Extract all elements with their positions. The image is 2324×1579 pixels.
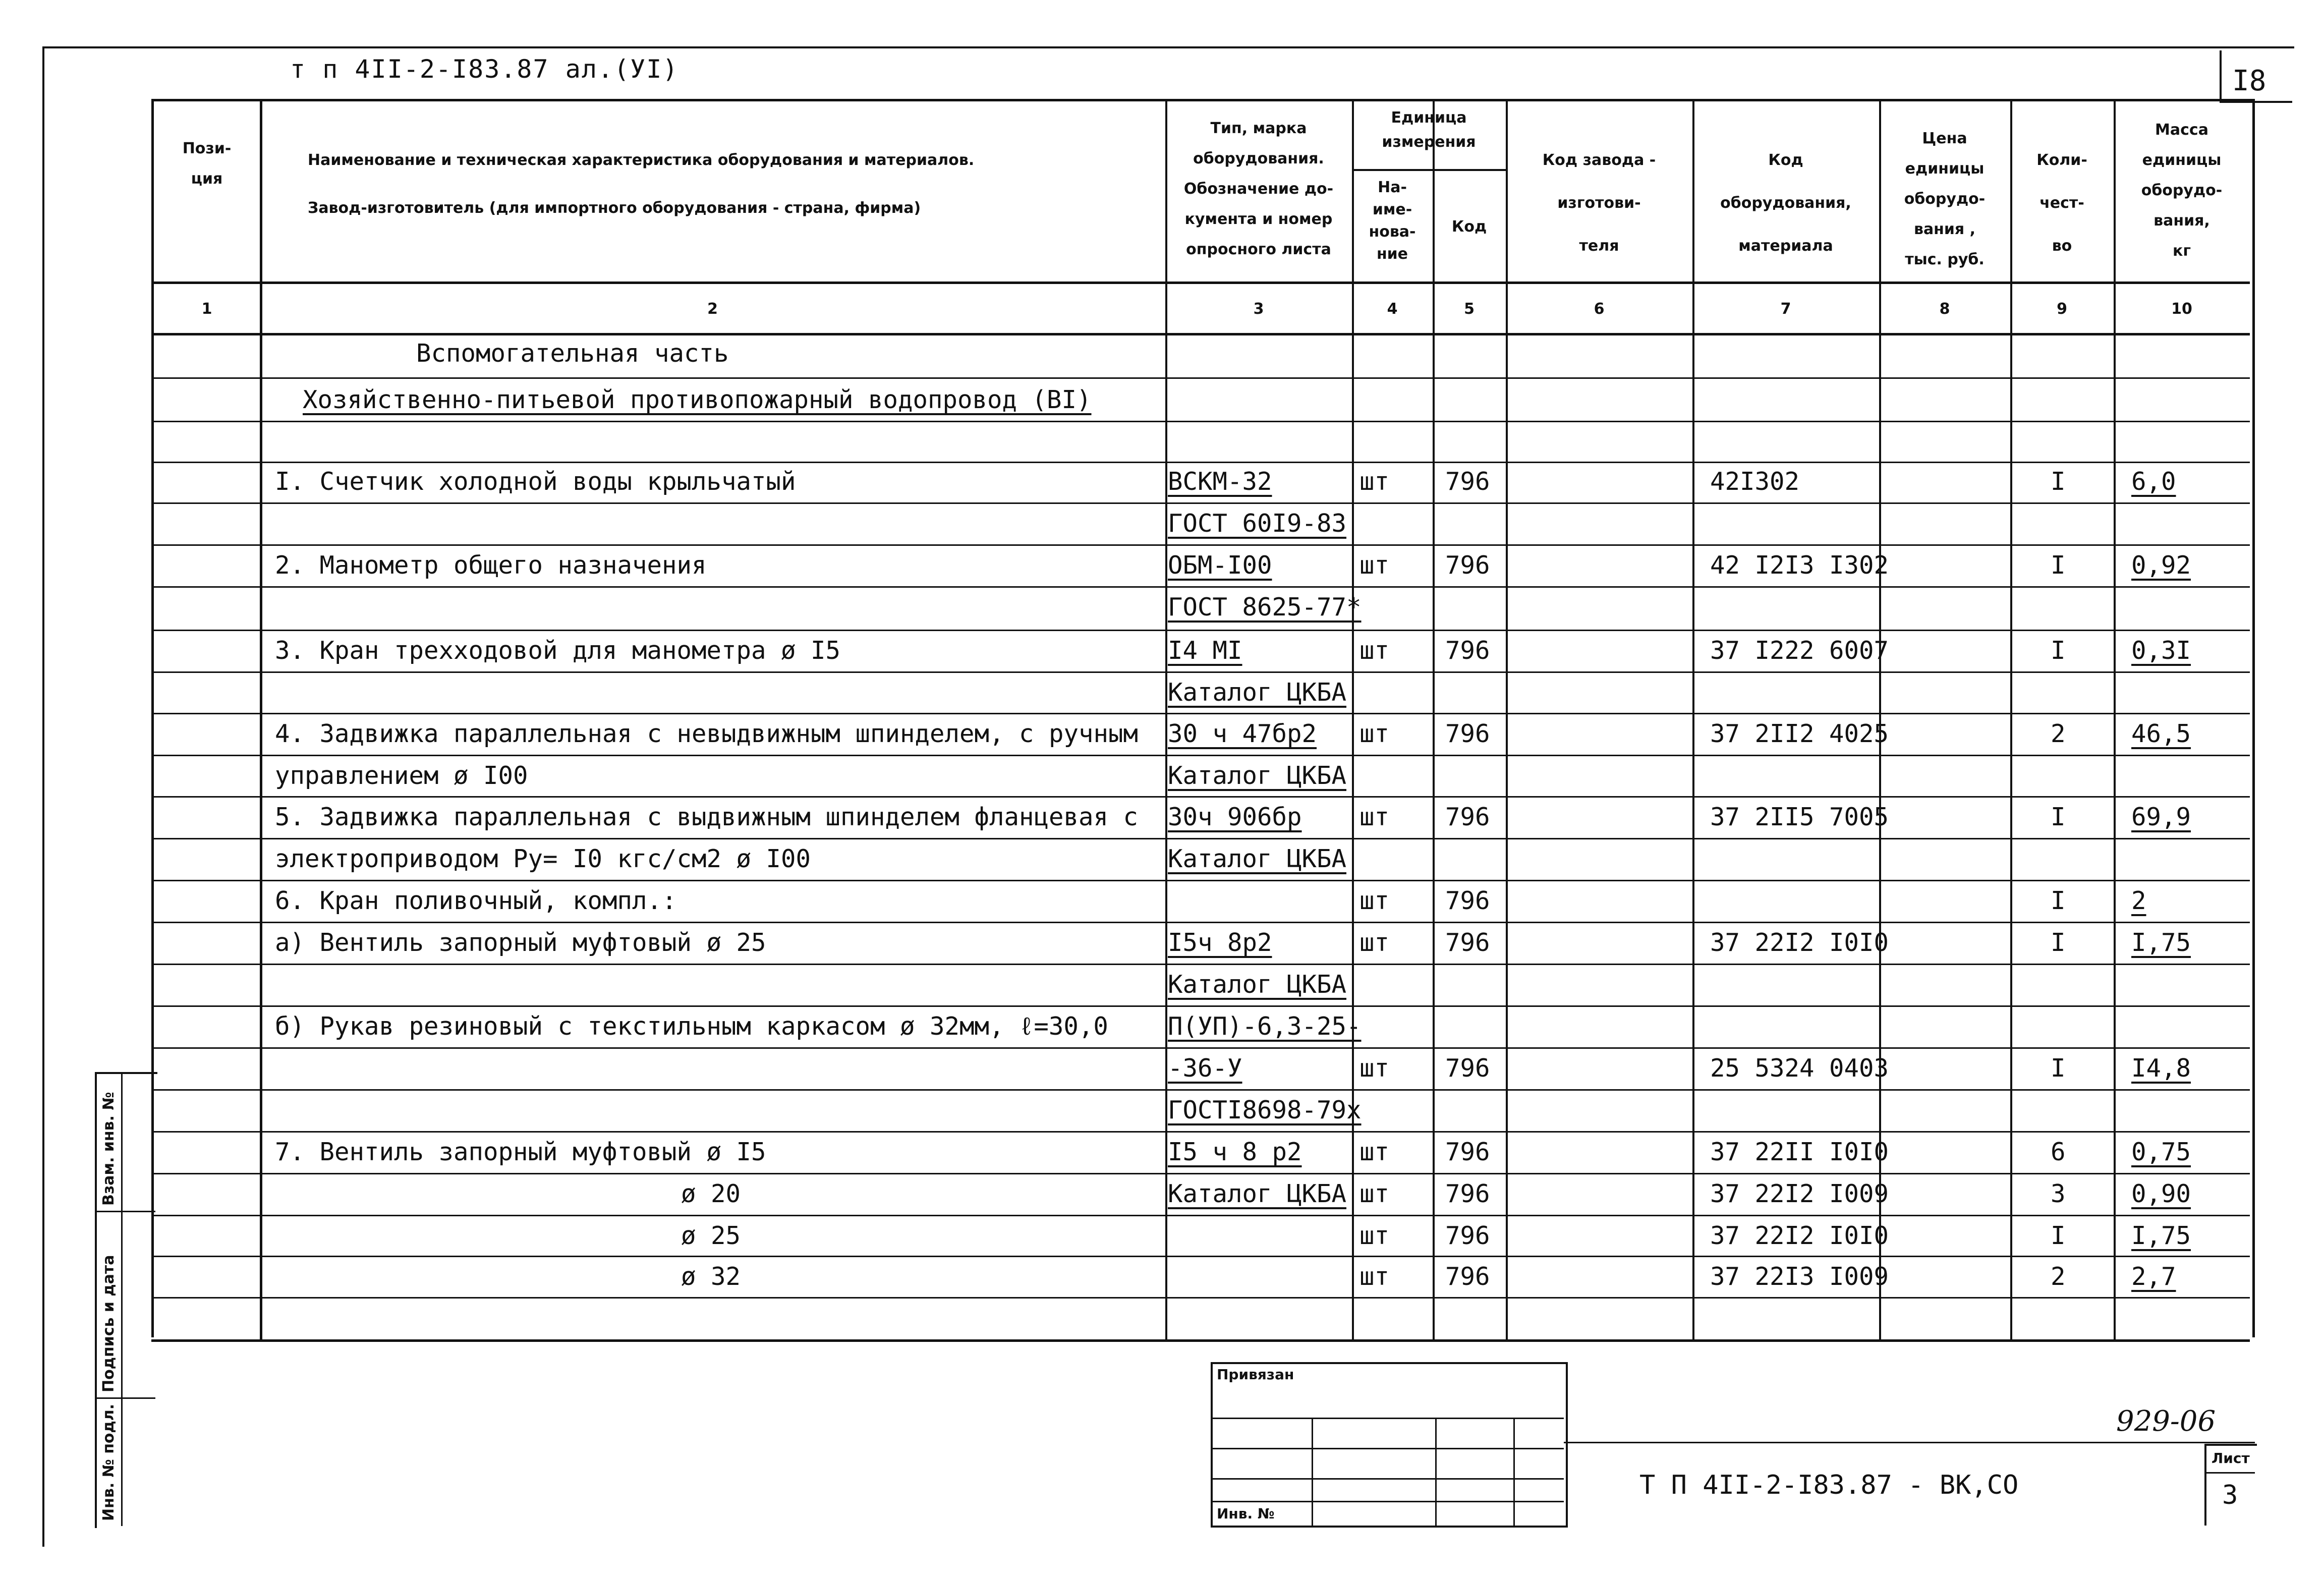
- row-divider: [151, 1173, 2250, 1174]
- row-mass: 0,3I: [2131, 636, 2191, 665]
- row-quantity: I: [2051, 551, 2066, 580]
- row-quantity: 2: [2051, 1262, 2066, 1291]
- row-mass: 2,7: [2131, 1262, 2176, 1291]
- column-number-7: 7: [1780, 300, 1791, 318]
- row-mass: 69,9: [2131, 803, 2191, 831]
- row-divider: [151, 796, 2250, 798]
- row-divider: [151, 671, 2250, 673]
- row-unit: шт: [1359, 1262, 1390, 1291]
- row-name: б) Рукав резиновый с текстильным каркасом ø 32мм, ℓ=30,0: [275, 1012, 1108, 1041]
- row-mass: 2: [2131, 886, 2146, 915]
- row-type: ОБМ-I00: [1168, 551, 1272, 580]
- row-type: 30ч 906бр: [1168, 803, 1302, 831]
- row-unit-code: 796: [1445, 636, 1490, 665]
- row-type: I5ч 8р2: [1168, 928, 1272, 957]
- row-divider: [151, 1215, 2250, 1216]
- header-name: Наименование и техническая характеристика оборудования и материалов. Завод-изготовитель (для импортного оборудования - страна, фирма): [308, 151, 975, 217]
- row-unit-code: 796: [1445, 467, 1490, 496]
- row-divider: [151, 544, 2250, 546]
- row-mass: 0,75: [2131, 1138, 2191, 1166]
- row-unit-code: 796: [1445, 551, 1490, 580]
- row-quantity: 6: [2051, 1138, 2066, 1166]
- column-number-10: 10: [2171, 300, 2192, 318]
- row-unit-code: 796: [1445, 719, 1490, 748]
- header-unit-name: На- име- нова- ние: [1369, 179, 1416, 263]
- column-divider: [2010, 99, 2012, 1339]
- row-divider: [151, 1256, 2250, 1257]
- row-type: Каталог ЦКБА: [1168, 761, 1347, 790]
- row-quantity: I: [2051, 1054, 2066, 1083]
- row-material-code: 37 2II5 7005: [1710, 803, 1889, 831]
- side-inv-orig: Инв. № подл.: [100, 1403, 118, 1521]
- header-bottom-line: [151, 281, 2250, 284]
- title-block-line: [1211, 1448, 1564, 1449]
- column-number-2: 2: [707, 300, 718, 318]
- row-type: ГОСТI8698-79x: [1168, 1096, 1362, 1124]
- row-divider: [151, 1089, 2250, 1091]
- row-unit: шт: [1359, 719, 1390, 748]
- inv-label: Инв. №: [1217, 1505, 1275, 1522]
- side-signature-date: Подпись и дата: [100, 1255, 118, 1392]
- row-mass: 0,92: [2131, 551, 2191, 580]
- row-type: Каталог ЦКБА: [1168, 844, 1347, 873]
- side-stamp-line: [95, 1397, 155, 1399]
- sheet-label: Лист: [2212, 1450, 2250, 1467]
- row-name: управлением ø I00: [275, 761, 528, 790]
- column-divider: [260, 99, 262, 1339]
- row-type: П(УП)-6,3-25-: [1168, 1012, 1362, 1041]
- row-unit: шт: [1359, 803, 1390, 831]
- row-unit-code: 796: [1445, 1179, 1490, 1208]
- row-unit-code: 796: [1445, 1221, 1490, 1250]
- title-block-line: [1211, 1501, 1564, 1502]
- row-name: ø 32: [681, 1262, 741, 1291]
- row-name: электроприводом Ру= I0 кгс/см2 ø I00: [275, 844, 811, 873]
- row-unit: шт: [1359, 636, 1390, 665]
- row-material-code: 42 I2I3 I302: [1710, 551, 1889, 580]
- row-mass: I,75: [2131, 1221, 2191, 1250]
- column-divider: [1506, 99, 1508, 1339]
- row-type: ГОСТ 8625-77*: [1168, 593, 1362, 622]
- row-unit: шт: [1359, 886, 1390, 915]
- column-numbers-line: [151, 333, 2250, 335]
- row-name: 7. Вентиль запорный муфтовый ø I5: [275, 1138, 766, 1166]
- row-quantity: I: [2051, 803, 2066, 831]
- header-factory-code: Код завода - изготови- теля: [1542, 151, 1656, 255]
- unit-group-divider: [1352, 169, 1506, 171]
- row-divider: [151, 1297, 2250, 1299]
- side-stamp-line: [121, 1072, 123, 1526]
- row-material-code: 37 22II I0I0: [1710, 1138, 1889, 1166]
- title-block-line: [1513, 1418, 1515, 1526]
- row-type: I5 ч 8 р2: [1168, 1138, 1302, 1166]
- row-divider: [151, 880, 2250, 881]
- row-quantity: 2: [2051, 719, 2066, 748]
- row-unit: шт: [1359, 1179, 1390, 1208]
- row-material-code: 37 I222 6007: [1710, 636, 1889, 665]
- row-divider: [151, 1047, 2250, 1049]
- row-type: Каталог ЦКБА: [1168, 678, 1347, 707]
- row-unit: шт: [1359, 1138, 1390, 1166]
- row-quantity: I: [2051, 886, 2066, 915]
- row-divider: [151, 1005, 2250, 1007]
- header-mass: Масса единицы оборудо- вания, кг: [2141, 121, 2223, 260]
- column-divider: [1433, 99, 1435, 1339]
- row-name: 4. Задвижка параллельная с невыдвижным шпинделем, с ручным: [275, 719, 1139, 748]
- row-unit: шт: [1359, 551, 1390, 580]
- row-type: 30 ч 47бр2: [1168, 719, 1317, 748]
- column-divider: [1165, 99, 1167, 1339]
- row-name: 5. Задвижка параллельная с выдвижным шпинделем фланцевая с: [275, 803, 1139, 831]
- row-material-code: 37 22I2 I009: [1710, 1179, 1889, 1208]
- row-mass: I,75: [2131, 928, 2191, 957]
- linked-label: Привязан: [1217, 1366, 1294, 1383]
- row-unit: шт: [1359, 928, 1390, 957]
- row-divider: [151, 1131, 2250, 1133]
- row-divider: [151, 922, 2250, 923]
- row-mass: 0,90: [2131, 1179, 2191, 1208]
- table-bottom-line: [151, 1339, 2250, 1342]
- header-material-code: Код оборудования, материала: [1720, 151, 1851, 255]
- row-unit: шт: [1359, 1054, 1390, 1083]
- row-mass: 6,0: [2131, 467, 2176, 496]
- row-divider: [151, 964, 2250, 965]
- column-number-1: 1: [201, 300, 212, 318]
- row-type: Каталог ЦКБА: [1168, 970, 1347, 999]
- column-divider: [1352, 99, 1354, 1339]
- row-divider: [151, 421, 2250, 422]
- column-number-4: 4: [1387, 300, 1398, 318]
- sheet-number: 3: [2222, 1480, 2238, 1510]
- row-divider: [151, 462, 2250, 463]
- row-divider: [151, 755, 2250, 756]
- row-unit-code: 796: [1445, 1054, 1490, 1083]
- project-code: т п 4II-2-I83.87 ал.(УI): [290, 54, 679, 84]
- row-mass: I4,8: [2131, 1054, 2191, 1083]
- row-quantity: 3: [2051, 1179, 2066, 1208]
- column-number-5: 5: [1464, 300, 1475, 318]
- page-number: I8: [2232, 65, 2266, 97]
- header-position: Пози- ция: [182, 140, 232, 188]
- title-block-line: [1312, 1418, 1313, 1526]
- header-quantity: Коли- чест- во: [2036, 151, 2087, 255]
- row-material-code: 37 22I2 I0I0: [1710, 1221, 1889, 1250]
- title-block-line: [1211, 1418, 1564, 1419]
- row-material-code: 37 22I3 I009: [1710, 1262, 1889, 1291]
- doc-code: Т П 4II-2-I83.87 - ВК,СО: [1639, 1470, 2019, 1500]
- row-material-code: 42I302: [1710, 467, 1800, 496]
- row-quantity: I: [2051, 928, 2066, 957]
- row-unit-code: 796: [1445, 1262, 1490, 1291]
- column-number-9: 9: [2057, 300, 2067, 318]
- row-material-code: 37 22I2 I0I0: [1710, 928, 1889, 957]
- header-type: Тип, марка оборудования. Обозначение до- кумента и номер опросного листа: [1183, 120, 1334, 258]
- row-divider: [151, 630, 2250, 631]
- title-block-line: [1435, 1418, 1437, 1526]
- row-unit-code: 796: [1445, 886, 1490, 915]
- side-replace-inv: Взам. инв. №: [100, 1092, 118, 1206]
- row-type: I4 MI: [1168, 636, 1242, 665]
- row-divider: [151, 377, 2250, 379]
- row-divider: [151, 502, 2250, 504]
- row-name: 3. Кран трехходовой для манометра ø I5: [275, 636, 841, 665]
- title-block-line: [1211, 1478, 1564, 1480]
- row-divider: [151, 838, 2250, 839]
- row-divider: [151, 586, 2250, 588]
- row-material-code: 25 5324 0403: [1710, 1054, 1889, 1083]
- row-name: а) Вентиль запорный муфтовый ø 25: [275, 928, 766, 957]
- row-quantity: I: [2051, 636, 2066, 665]
- subsection-title: Хозяйственно-питьевой противопожарный водопровод (BI): [303, 385, 1092, 414]
- row-quantity: I: [2051, 467, 2066, 496]
- column-number-8: 8: [1939, 300, 1950, 318]
- row-name: 2. Манометр общего назначения: [275, 551, 707, 580]
- column-divider: [1692, 99, 1694, 1339]
- header-price: Цена единицы оборудо- вания , тыс. руб.: [1904, 130, 1986, 268]
- handwritten-number: 929-06: [2116, 1405, 2216, 1438]
- section-title: Вспомогательная часть: [416, 339, 729, 368]
- header-unit-group: Единица измерения: [1382, 109, 1476, 151]
- header-unit-code: Код: [1451, 218, 1487, 236]
- row-type: -36-У: [1168, 1054, 1242, 1083]
- column-number-3: 3: [1253, 300, 1264, 318]
- row-name: 6. Кран поливочный, компл.:: [275, 886, 677, 915]
- row-unit: шт: [1359, 467, 1390, 496]
- row-material-code: 37 2II2 4025: [1710, 719, 1889, 748]
- row-name: ø 20: [681, 1179, 741, 1208]
- column-number-6: 6: [1594, 300, 1605, 318]
- row-type: ГОСТ 60I9-83: [1168, 509, 1347, 538]
- row-unit-code: 796: [1445, 803, 1490, 831]
- row-name: ø 25: [681, 1221, 741, 1250]
- row-mass: 46,5: [2131, 719, 2191, 748]
- row-divider: [151, 713, 2250, 714]
- row-quantity: I: [2051, 1221, 2066, 1250]
- side-stamp-line: [95, 1211, 155, 1212]
- column-divider: [2114, 99, 2116, 1339]
- sheet-box-line: [2204, 1472, 2255, 1474]
- row-unit: шт: [1359, 1221, 1390, 1250]
- row-name: I. Счетчик холодной воды крыльчатый: [275, 467, 796, 496]
- doc-code-line: [1564, 1442, 2255, 1443]
- row-unit-code: 796: [1445, 1138, 1490, 1166]
- row-type: Каталог ЦКБА: [1168, 1179, 1347, 1208]
- row-type: ВСКМ-32: [1168, 467, 1272, 496]
- row-unit-code: 796: [1445, 928, 1490, 957]
